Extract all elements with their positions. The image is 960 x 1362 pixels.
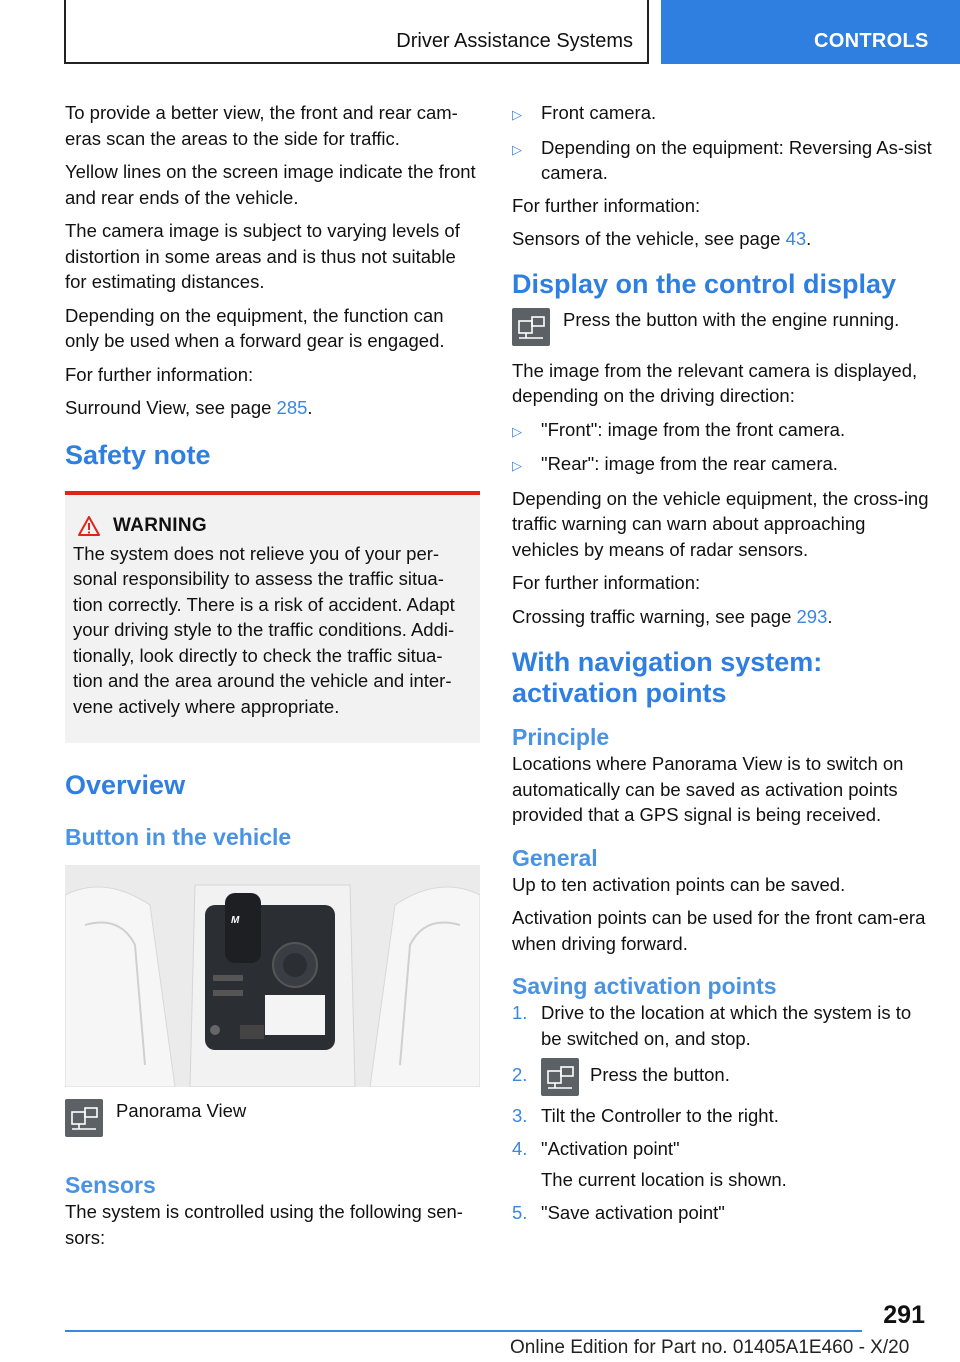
- panorama-view-button[interactable]: [65, 1099, 103, 1137]
- paragraph-crossing-traffic: Depending on the vehicle equipment, the cross‐ing traffic warning can warn about approaching vehicles by means of radar sensors.: [512, 487, 929, 560]
- panorama-view-button[interactable]: [512, 308, 550, 346]
- footer-divider: [65, 1330, 862, 1332]
- list-item: [512, 451, 932, 479]
- step-item: [512, 1200, 932, 1226]
- list-item: [512, 100, 932, 128]
- paragraph-distortion: The camera image is subject to varying levels of distortion in some areas and is thus not suitable for estimating distances.: [65, 220, 460, 292]
- header-chapter-title: CONTROLS: [814, 30, 929, 52]
- step-number: 1.: [512, 1002, 528, 1023]
- paragraph-forward-gear: Depending on the equipment, the function can only be used when a forward gear is engaged.: [65, 304, 445, 351]
- reference-sensors: Sensors of the vehicle, see page 43.: [512, 228, 812, 249]
- bullet-triangle-icon: ▷: [512, 141, 522, 157]
- bullet-rear: "Rear": image from the rear camera.: [541, 453, 838, 474]
- right-column: [512, 100, 932, 1232]
- left-column: [65, 100, 480, 1258]
- bullet-triangle-icon: ▷: [512, 458, 522, 473]
- warning-text: The system does not relieve you of your per‐sonal responsibility to assess the traffic situa‐tion correctly. There is a risk of accident. Adapt your driving style to the traffic conditions. Addi‐tionally, look directly to check the traffic situa‐tion and the area around the vehicle and inter‐vene actively where appropriate.: [73, 542, 455, 717]
- page-link-43[interactable]: 43: [785, 228, 807, 249]
- paragraph-further-info: For further information:: [65, 363, 254, 385]
- list-item: [512, 417, 932, 445]
- bullet-triangle-icon: ▷: [512, 107, 522, 122]
- press-button-row: [512, 308, 932, 346]
- step-item: [512, 1000, 932, 1051]
- camera-view-icon: [512, 308, 550, 346]
- general-text-2: Activation points can be used for the front cam‐era when driving forward.: [512, 907, 926, 954]
- step-item: [512, 1136, 932, 1193]
- bullet-front-camera: Front camera.: [541, 102, 657, 123]
- reference-surround-view: Surround View, see page 285.: [65, 397, 313, 418]
- bullet-reversing-camera: Depending on the equipment: Reversing As‐sist camera.: [541, 136, 932, 183]
- panorama-view-caption: Panorama View: [116, 1100, 247, 1121]
- paragraph-cameras-scan: To provide a better view, the front and rear cam‐eras scan the areas to the side for traffic.: [65, 102, 458, 149]
- bullet-triangle-icon: ▷: [512, 423, 522, 439]
- step-text: "Activation point": [541, 1137, 680, 1159]
- step-text: Press the button.: [590, 1064, 730, 1085]
- step-text: "Save activation point": [541, 1201, 725, 1223]
- step-number: 4.: [512, 1137, 528, 1159]
- reference-text: Crossing traffic warning, see page: [512, 605, 797, 627]
- warning-triangle-icon: [78, 516, 100, 536]
- console-image: [65, 865, 480, 1087]
- safety-note-heading: Safety note: [65, 439, 211, 470]
- paragraph-further-info: For further information:: [512, 194, 701, 216]
- warning-header: [73, 515, 472, 537]
- display-heading: Display on the control display: [512, 268, 897, 299]
- svg-text:M: M: [231, 915, 240, 926]
- sensors-heading: Sensors: [65, 1172, 156, 1198]
- warning-label: WARNING: [113, 514, 207, 536]
- navigation-heading: With navigation system: activation points: [512, 647, 823, 708]
- step-subtext: The current location is shown.: [541, 1169, 787, 1190]
- warning-box: [65, 495, 480, 744]
- button-in-vehicle-heading: Button in the vehicle: [65, 824, 292, 850]
- camera-view-icon: [541, 1058, 579, 1096]
- step-item: [512, 1058, 932, 1096]
- paragraph-camera-displayed: The image from the relevant camera is displayed, depending on the driving direction:: [512, 359, 918, 406]
- header-section-title: Driver Assistance Systems: [396, 30, 633, 52]
- paragraph-further-info: For further information:: [512, 572, 701, 593]
- page-link-285[interactable]: 285: [276, 397, 308, 418]
- reference-text: Sensors of the vehicle, see page: [512, 228, 786, 249]
- edition-text: Online Edition for Part no. 01405A1E460 - X/20: [510, 1337, 910, 1358]
- step-number: 2.: [512, 1064, 528, 1085]
- list-item: [512, 135, 932, 186]
- step-text: Drive to the location at which the system is to be switched on, and stop.: [541, 1002, 912, 1049]
- panorama-view-button-row: [65, 1099, 480, 1137]
- general-heading: General: [512, 844, 598, 871]
- header-chapter-box: [661, 0, 960, 64]
- reference-crossing-traffic: Crossing traffic warning, see page 293.: [512, 605, 833, 627]
- header-section-box: [64, 0, 649, 64]
- bullet-front: "Front": image from the front camera.: [541, 418, 846, 440]
- step-number: 5.: [512, 1201, 528, 1223]
- step-text: Tilt the Controller to the right.: [541, 1105, 779, 1126]
- step-item: [512, 1103, 932, 1129]
- center-console-illustration: [65, 865, 480, 1087]
- reference-text: Surround View, see page: [65, 397, 277, 418]
- page-number: 291: [883, 1301, 925, 1329]
- saving-heading: Saving activation points: [512, 973, 777, 999]
- principle-heading: Principle: [512, 724, 610, 750]
- principle-text: Locations where Panorama View is to switch on automatically can be saved as activation points provided that a GPS signal is being received.: [512, 753, 904, 825]
- overview-heading: Overview: [65, 770, 186, 800]
- press-button-text: Press the button with the engine running.: [563, 308, 900, 330]
- page-link-293[interactable]: 293: [796, 605, 828, 627]
- step-body: [541, 1136, 787, 1193]
- step-number: 3.: [512, 1105, 528, 1126]
- sensors-text: The system is controlled using the following sen‐sors:: [65, 1201, 463, 1248]
- paragraph-yellow-lines: Yellow lines on the screen image indicate the front and rear ends of the vehicle.: [65, 161, 476, 208]
- panorama-view-button[interactable]: [541, 1058, 579, 1096]
- general-text-1: Up to ten activation points can be saved.: [512, 873, 846, 895]
- camera-view-icon: [65, 1099, 103, 1137]
